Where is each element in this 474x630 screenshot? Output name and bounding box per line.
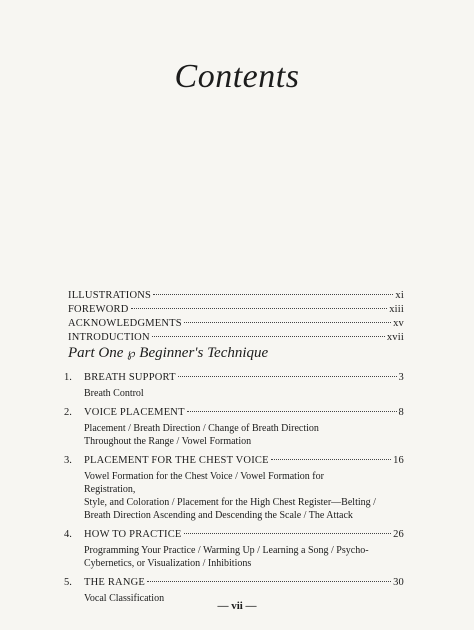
topic-line: Programming Your Practice / Warming Up / Learning a Song / Psycho- [84, 545, 369, 556]
topic-line: Placement / Breath Direction / Change of Breath Direction [84, 423, 319, 434]
chapter-entry[interactable] [64, 529, 404, 570]
dot-leader [178, 376, 397, 377]
front-matter-list [68, 290, 404, 346]
topic-line: Vowel Formation for the Chest Voice / Vowel Formation for Registration, [84, 471, 324, 495]
chapter-entry[interactable] [64, 455, 404, 522]
dot-leader [184, 322, 391, 323]
chapter-number: 4. [64, 529, 72, 540]
page-number-footer: — vii — [217, 600, 257, 612]
dot-leader [187, 411, 397, 412]
chapter-number: 1. [64, 372, 72, 383]
topic-line: Breath Control [84, 388, 144, 399]
front-matter-item[interactable] [68, 290, 404, 304]
part-heading [68, 345, 268, 362]
page-title: Contents [174, 58, 300, 95]
entry-page: xvii [386, 332, 404, 343]
chapter-topics [84, 544, 404, 570]
chapter-topics [84, 470, 404, 522]
dot-leader [153, 294, 393, 295]
chapter-title: PLACEMENT FOR THE CHEST VOICE [84, 455, 269, 466]
topic-line: Throughout the Range / Vowel Formation [84, 436, 252, 447]
part-prefix: Part One [68, 345, 124, 361]
chapter-page: 26 [393, 529, 404, 540]
entry-label: FOREWORD [68, 304, 129, 315]
dot-leader [131, 308, 388, 309]
part-title: Beginner's Technique [139, 345, 269, 361]
chapter-entry[interactable] [64, 407, 404, 448]
front-matter-item[interactable] [68, 318, 404, 332]
chapter-title: THE RANGE [84, 577, 146, 588]
chapter-title: HOW TO PRACTICE [84, 529, 182, 540]
front-matter-item[interactable] [68, 304, 404, 318]
chapter-topics [84, 387, 404, 400]
chapter-title: BREATH SUPPORT [84, 372, 176, 383]
chapter-number: 2. [64, 407, 72, 418]
front-matter-item[interactable] [68, 332, 404, 346]
topic-line: Breath Direction Ascending and Descending the Scale / The Attack [84, 510, 353, 521]
entry-label: ILLUSTRATIONS [68, 290, 152, 301]
chapter-title: VOICE PLACEMENT [84, 407, 185, 418]
chapter-page: 8 [398, 407, 404, 418]
chapter-page: 30 [393, 577, 404, 588]
entry-page: xi [395, 290, 404, 301]
dot-leader [271, 459, 391, 460]
ornament-icon: ℘ [127, 346, 136, 360]
dot-leader [152, 336, 385, 337]
chapter-entry[interactable] [64, 372, 404, 400]
topic-line: Style, and Coloration / Placement for the High Chest Register—Belting / [84, 497, 376, 508]
dot-leader [147, 581, 391, 582]
chapter-list [64, 372, 404, 612]
entry-page: xiii [389, 304, 404, 315]
chapter-number: 5. [64, 577, 72, 588]
entry-page: xv [393, 318, 404, 329]
entry-label: ACKNOWLEDGMENTS [68, 318, 182, 329]
topic-line: Vocal Classification [84, 593, 165, 604]
chapter-topics [84, 422, 404, 448]
entry-label: INTRODUCTION [68, 332, 150, 343]
chapter-page: 3 [398, 372, 404, 383]
chapter-number: 3. [64, 455, 72, 466]
topic-line: Cybernetics, or Visualization / Inhibitions [84, 558, 252, 569]
dot-leader [184, 533, 392, 534]
chapter-page: 16 [393, 455, 404, 466]
